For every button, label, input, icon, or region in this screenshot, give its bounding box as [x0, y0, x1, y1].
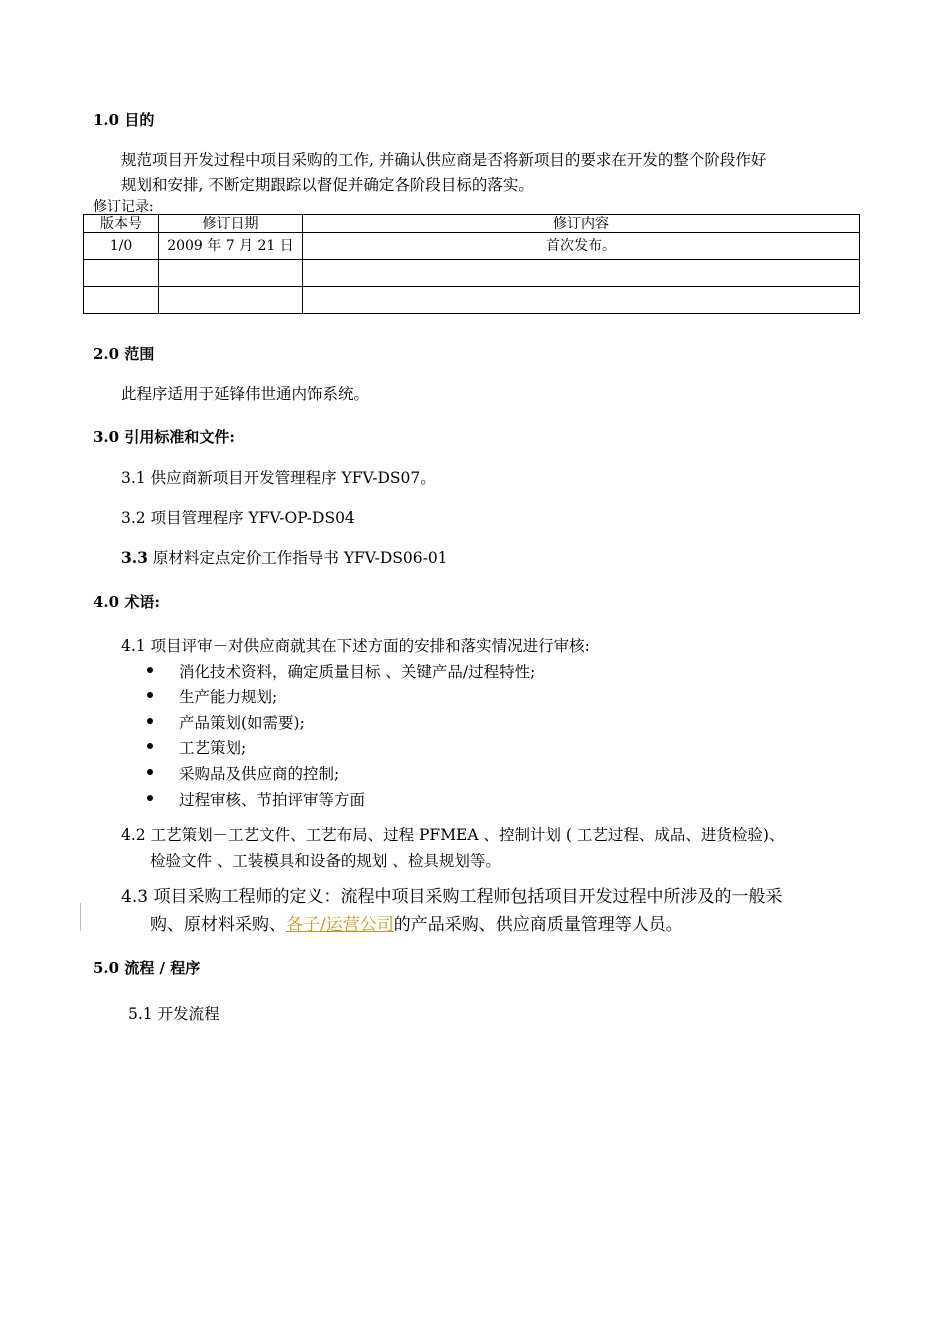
term-item-4-3-line2	[150, 910, 683, 935]
section-3-heading: 3.0 引用标准和文件:	[93, 428, 235, 446]
revision-table	[83, 214, 860, 314]
bullet-item: 消化技术资料，确定质量目标 、关键产品/过程特性;	[179, 663, 536, 681]
cell-version: 1/0	[84, 233, 159, 260]
bullet-item: 工艺策划;	[179, 739, 247, 757]
table-row	[84, 287, 860, 314]
table-row	[84, 233, 860, 260]
term-item-4-1: 4.1 项目评审－对供应商就其在下述方面的安排和落实情况进行审核:	[121, 637, 590, 655]
cell-content	[303, 287, 860, 314]
reference-item-3-3	[121, 546, 448, 568]
revision-record-label: 修订记录:	[93, 199, 154, 215]
section-5-heading: 5.0 流程 / 程序	[93, 959, 201, 977]
section-1-heading: 1.0 目的	[93, 111, 155, 129]
header-content: 修订内容	[303, 215, 860, 233]
term-item-4-3-line1: 4.3 项目采购工程师的定义：流程中项目采购工程师包括项目开发过程中所涉及的一般采	[121, 887, 783, 907]
bullet-icon	[147, 743, 153, 749]
cell-content	[303, 260, 860, 287]
process-item-5-1: 5.1 开发流程	[128, 1005, 220, 1023]
bullet-icon	[147, 718, 153, 724]
reference-item-3-3-text: 原材料定点定价工作指导书 YFV-DS06-01	[147, 549, 448, 567]
reference-item-3-1: 3.1 供应商新项目开发管理程序 YFV-DS07。	[121, 469, 436, 487]
cell-date	[159, 260, 303, 287]
bullet-item: 产品策划(如需要);	[179, 714, 305, 732]
bullet-item: 生产能力规划;	[179, 688, 278, 706]
cell-content: 首次发布。	[303, 233, 860, 260]
cell-version	[84, 287, 159, 314]
bullet-item: 采购品及供应商的控制;	[179, 765, 340, 783]
section-2-heading: 2.0 范围	[93, 345, 155, 363]
section-2-text: 此程序适用于延锋伟世通内饰系统。	[121, 385, 370, 403]
bullet-icon	[147, 769, 153, 775]
term-item-4-2-line1: 4.2 工艺策划－工艺文件、工艺布局、过程 PFMEA 、控制计划 ( 工艺过程、成品、进货检验)、	[121, 826, 785, 844]
bullet-item: 过程审核、节拍评审等方面	[179, 791, 366, 809]
header-version: 版本号	[84, 215, 159, 233]
section-1-text-line1: 规范项目开发过程中项目采购的工作, 并确认供应商是否将新项目的要求在开发的整个阶段作好	[121, 151, 767, 169]
section-4-heading: 4.0 术语:	[93, 593, 160, 611]
bullet-icon	[147, 795, 153, 801]
reference-item-3-3-number: 3.3	[121, 548, 148, 567]
cell-version	[84, 260, 159, 287]
cell-date	[159, 287, 303, 314]
term-item-4-2-line2: 检验文件 、工装模具和设备的规划 、检具规划等。	[150, 852, 501, 870]
header-date: 修订日期	[159, 215, 303, 233]
bullet-icon	[147, 692, 153, 698]
term-item-4-3-text-a: 购、原材料采购、	[150, 915, 286, 935]
section-1-text-line2: 规划和安排, 不断定期跟踪以督促并确定各阶段目标的落实。	[121, 176, 534, 194]
revision-table-header	[84, 215, 860, 233]
cell-date: 2009 年 7 月 21 日	[159, 233, 303, 260]
change-bar	[80, 903, 81, 931]
subsidiary-link[interactable]: 各子/运营公司	[286, 915, 394, 935]
bullet-icon	[147, 667, 153, 673]
table-row	[84, 260, 860, 287]
term-item-4-3-text-b: 的产品采购、供应商质量管理等人员。	[393, 915, 683, 935]
reference-item-3-2: 3.2 项目管理程序 YFV-OP-DS04	[121, 509, 355, 527]
